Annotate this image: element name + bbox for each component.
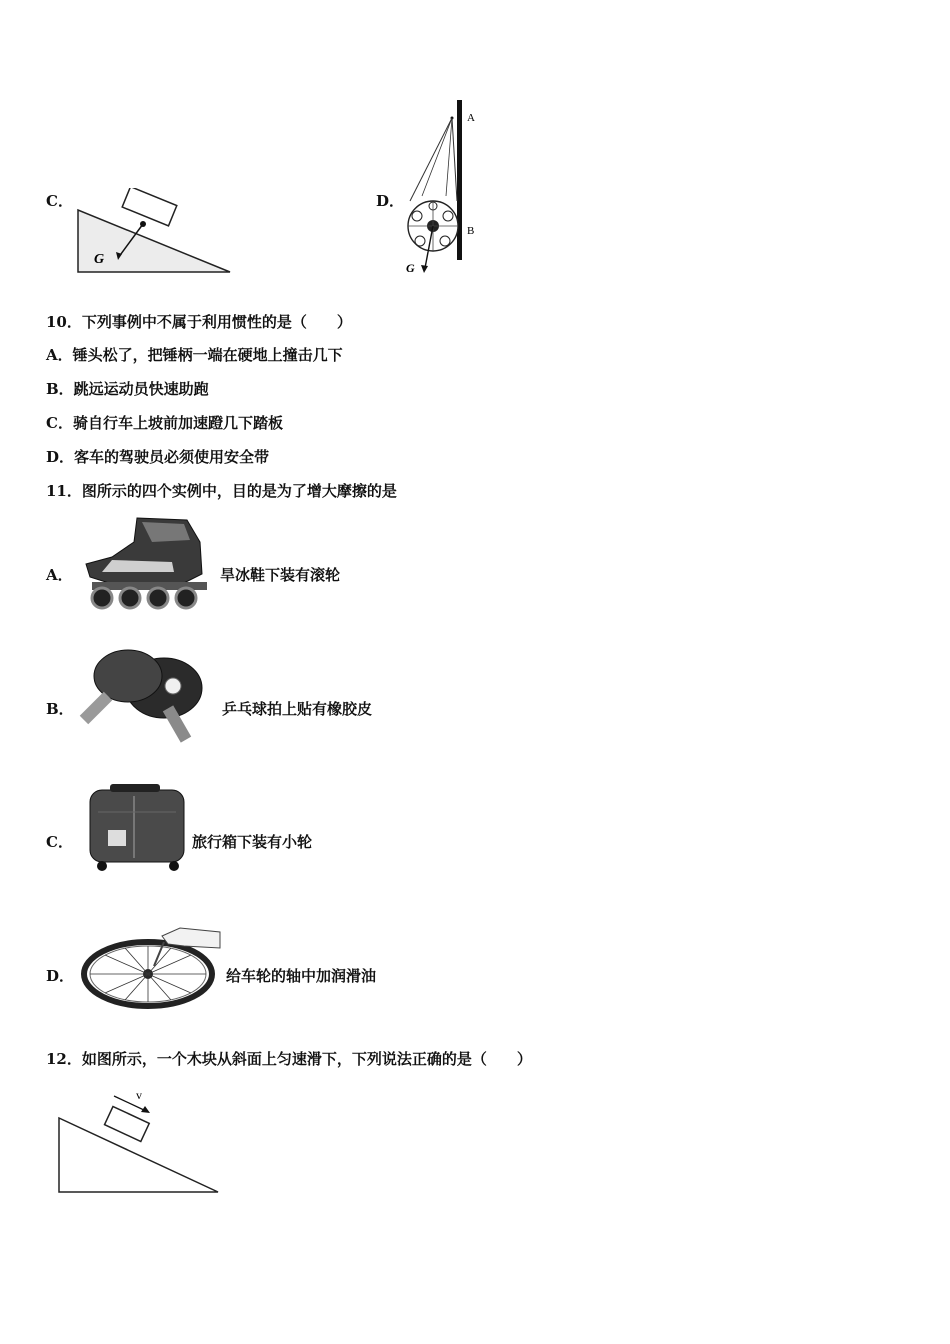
q11-option-a-label: A． — [46, 566, 73, 584]
q11-option-a-caption: 旱冰鞋下装有滚轮 — [220, 566, 341, 584]
q12-incline-figure — [50, 1086, 230, 1201]
ping-pong-paddles-image — [76, 646, 216, 746]
suitcase-image — [84, 782, 189, 874]
q11-option-d-label: D． — [46, 967, 75, 985]
gravity-label: G — [406, 261, 415, 275]
velocity-label: v — [136, 1088, 142, 1102]
wall — [457, 100, 462, 260]
bicycle-wheel-image — [80, 922, 225, 1012]
q9-option-c-label: C． — [46, 192, 73, 210]
q11-stem: 11．图所示的四个实例中，目的是为了增大摩擦的是 — [46, 482, 397, 500]
q11-option-b-caption: 乒乓球拍上贴有橡胶皮 — [222, 700, 373, 718]
q12-stem: 12．如图所示，一个木块从斜面上匀速滑下，下列说法正确的是（ ） — [46, 1050, 532, 1068]
q10-option-b: B．跳远运动员快速助跑 — [46, 380, 209, 398]
q9-option-d-label: D． — [376, 192, 405, 210]
q9-option-d-figure — [400, 96, 490, 281]
q9-option-c-figure — [70, 188, 240, 278]
q11-option-c-label: C． — [46, 833, 73, 851]
inline-skate-image — [72, 512, 217, 612]
q10-option-c: C．骑自行车上坡前加速蹬几下踏板 — [46, 414, 283, 432]
q10-option-d: D．客车的驾驶员必须使用安全带 — [46, 448, 270, 466]
q11-option-d-caption: 给车轮的轴中加润滑油 — [226, 967, 377, 985]
q11-option-c-caption: 旅行箱下装有小轮 — [192, 833, 313, 851]
label-a: A — [467, 112, 475, 124]
q11-option-b-label: B． — [46, 700, 74, 718]
label-b: B — [467, 225, 475, 237]
gravity-label: G — [94, 252, 105, 267]
q10-option-a: A．锤头松了，把锤柄一端在硬地上撞击几下 — [46, 346, 343, 364]
q10-stem: 10．下列事例中不属于利用惯性的是（ ） — [46, 313, 352, 331]
block-on-incline — [122, 188, 177, 226]
